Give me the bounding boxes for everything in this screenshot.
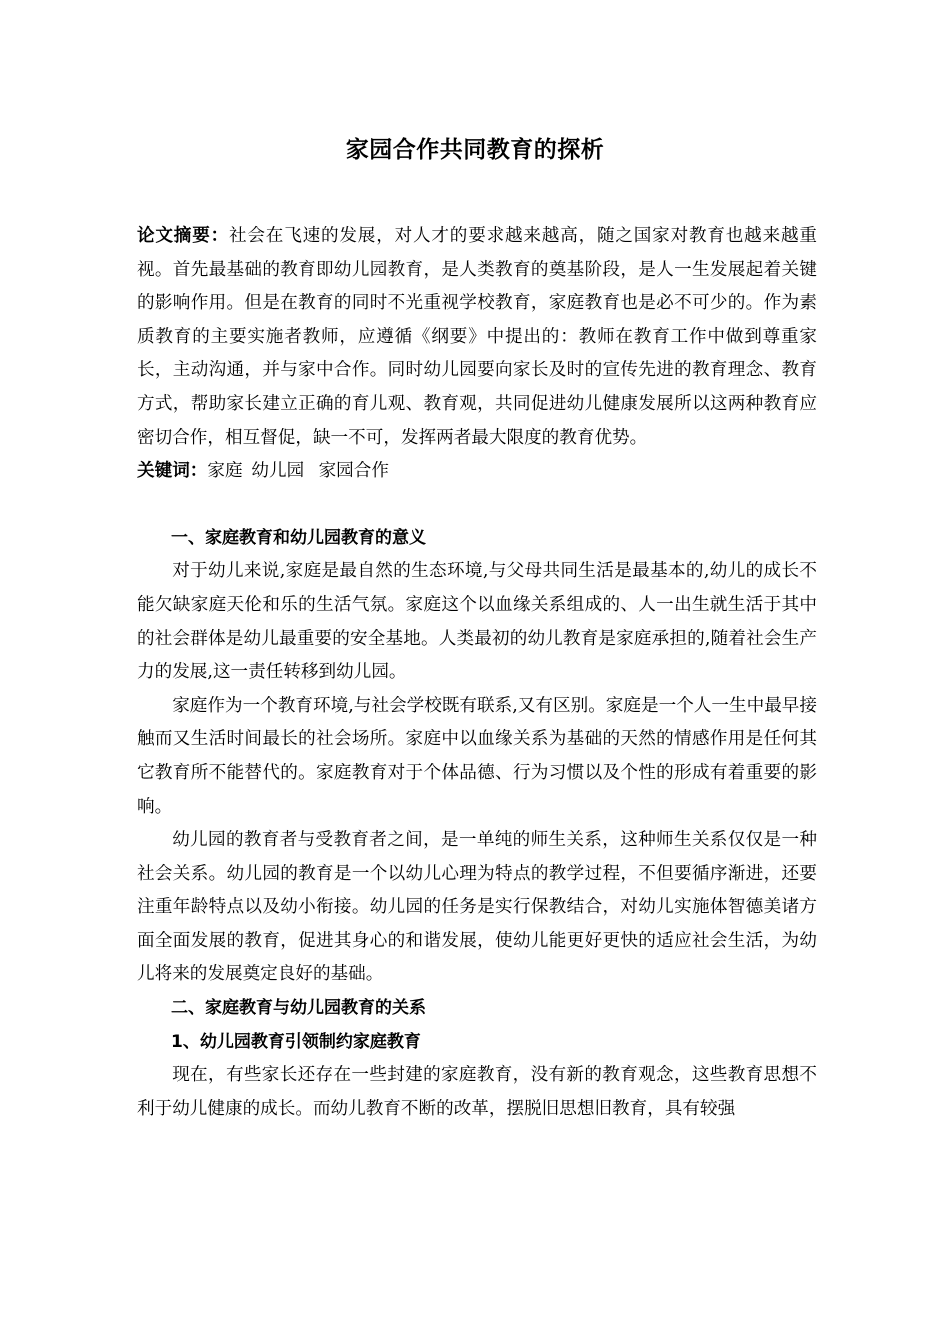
keyword-item: 家园合作 — [318, 461, 389, 482]
body-paragraph: 现在，有些家长还存在一些封建的家庭教育，没有新的教育观念，这些教育思想不利于幼儿健康的成长。而幼儿教育不断的改革，摆脱旧思想旧教育，具有较强 — [137, 1065, 817, 1119]
keywords-label: 关键词： — [137, 461, 208, 482]
section-heading: 一、家庭教育和幼儿园教育的意义 — [171, 527, 426, 548]
spacer — [137, 489, 817, 522]
subsection-heading: 1、幼儿园教育引领制约家庭教育 — [171, 1031, 421, 1052]
body-paragraph: 家庭作为一个教育环境,与社会学校既有联系,又有区别。家庭是一个人一生中最早接触而又生活时间最长的社会场所。家庭中以血缘关系为基础的天然的情感作用是任何其它教育所不能替代的。家庭教育对于个体品德、行为习惯以及个性的形成有着重要的影响。 — [137, 695, 817, 817]
abstract-text: 社会在飞速的发展，对人才的要求越来越高，随之国家对教育也越来越重视。首先最基础的教育即幼儿园教育，是人类教育的奠基阶段，是人一生发展起着关键的影响作用。但是在教育的同时不光重视学校教育，家庭教育也是必不可少的。作为素质教育的主要实施者教师，应遵循《纲要》中提出的：教师在教育工作中做到尊重家长，主动沟通，并与家中合作。同时幼儿园要向家长及时的宣传先进的教育理念、教育方式，帮助家长建立正确的育儿观、教育观，共同促进幼儿健康发展所以这两种教育应密切合作，相互督促，缺一不可，发挥两者最大限度的教育优势。 — [137, 226, 817, 448]
paper-body — [137, 220, 817, 1126]
section-heading: 二、家庭教育与幼儿园教育的关系 — [171, 998, 426, 1019]
body-paragraph: 幼儿园的教育者与受教育者之间，是一单纯的师生关系，这种师生关系仅仅是一种社会关系。幼儿园的教育是一个以幼儿心理为特点的教学过程，不但要循序渐进，还要注重年龄特点以及幼小衔接。幼儿园的任务是实行保教结合，对幼儿实施体智德美诸方面全面发展的教育，促进其身心的和谐发展，使幼儿能更好更快的适应社会生活，为幼儿将来的发展奠定良好的基础。 — [137, 830, 817, 985]
keyword-item: 家庭 — [207, 461, 243, 482]
body-paragraph: 对于幼儿来说,家庭是最自然的生态环境,与父母共同生活是最基本的,幼儿的成长不能欠缺家庭天伦和乐的生活气氛。家庭这个以血缘关系组成的、人一出生就生活于其中的社会群体是幼儿最重要的安全基地。人类最初的幼儿教育是家庭承担的,随着社会生产力的发展,这一责任转移到幼儿园。 — [137, 561, 817, 683]
paper-title: 家园合作共同教育的探析 — [345, 137, 605, 163]
keyword-item: 幼儿园 — [251, 461, 305, 482]
keywords-line — [137, 455, 817, 489]
abstract-label: 论文摘要： — [137, 226, 229, 246]
abstract-paragraph — [137, 220, 817, 455]
